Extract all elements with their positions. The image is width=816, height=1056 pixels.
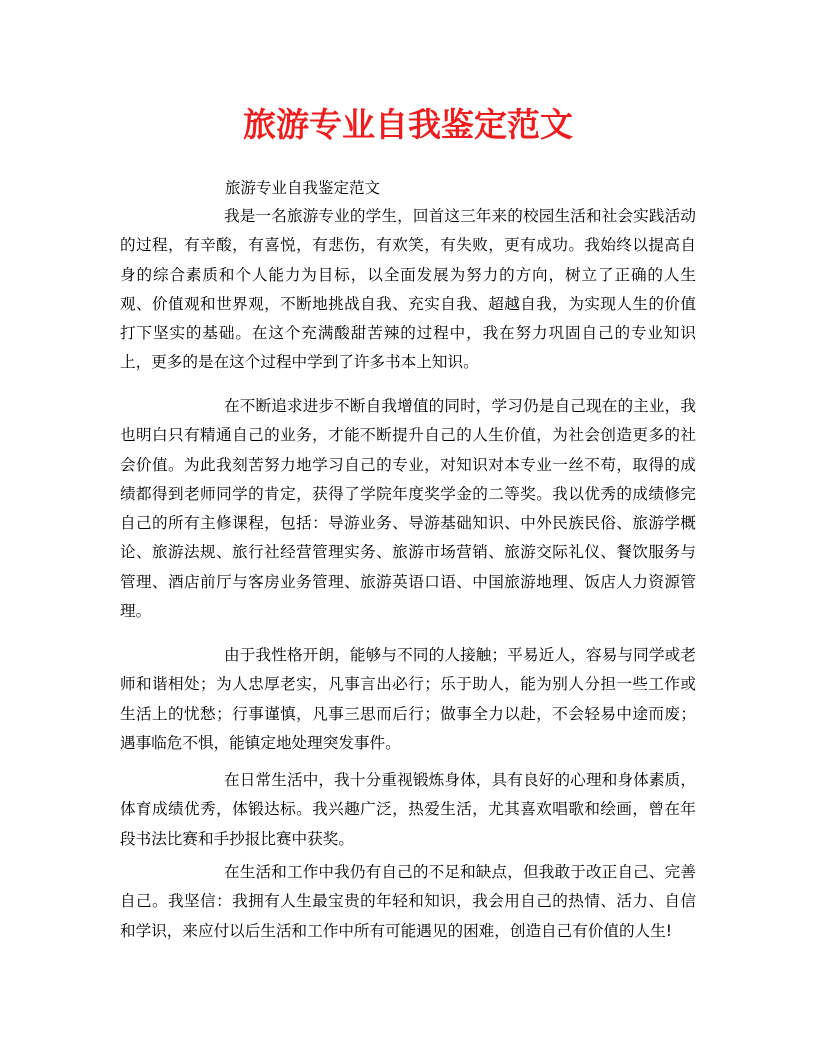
paragraph-5: 在生活和工作中我仍有自己的不足和缺点，但我敢于改正自己、完善自己。我坚信：我拥有人生最宝贵的年轻和知识，我会用自己的热情、活力、自信和学识，来应付以后生活和工作中所有可能遇见的困难，创造自己有价值的人生! — [120, 863, 696, 940]
paragraph-2: 在不断追求进步不断自我增值的同时，学习仍是自己现在的主业，我也明白只有精通自己的业务，才能不断提升自己的人生价值，为社会创造更多的社会价值。为此我刻苦努力地学习自己的专业，对知识对本专业一丝不苟，取得的成绩都得到老师同学的肯定，获得了学院年度奖学金的二等奖。我以优秀的成绩修完自己的所有主修课程，包括：导游业务、导游基础知识、中外民族民俗、旅游学概论、旅游法规、旅行社经营管理实务、旅游市场营销、旅游交际礼仪、餐饮服务与管理、酒店前厅与客房业务管理、旅游英语口语、中国旅游地理、饭店人力资源管理。 — [120, 397, 696, 621]
document-subtitle: 旅游专业自我鉴定范文 — [225, 179, 381, 197]
paragraph-3: 由于我性格开朗，能够与不同的人接触；平易近人，容易与同学或老师和谐相处；为人忠厚老实，凡事言出必行；乐于助人，能为别人分担一些工作或生活上的忧愁；行事谨慎，凡事三思而后行；做事全力以赴，不会轻易中途而废；遇事临危不惧，能镇定地处理突发事件。 — [120, 646, 696, 752]
paragraph-1: 我是一名旅游专业的学生，回首这三年来的校园生活和社会实践活动的过程，有辛酸，有喜悦，有悲伤，有欢笑，有失败，更有成功。我始终以提高自身的综合素质和个人能力为目标，以全面发展为努力的方向，树立了正确的人生观、价值观和世界观，不断地挑战自我、充实自我、超越自我，为实现人生的价值打下坚实的基础。在这个充满酸甜苦辣的过程中，我在努力巩固自己的专业知识上，更多的是在这个过程中学到了许多书本上知识。 — [120, 207, 696, 372]
document-title: 旅游专业自我鉴定范文 — [243, 105, 573, 144]
paragraph-4: 在日常生活中，我十分重视锻炼身体，具有良好的心理和身体素质，体育成绩优秀，体锻达标。我兴趣广泛，热爱生活，尤其喜欢唱歌和绘画，曾在年段书法比赛和手抄报比赛中获奖。 — [120, 771, 696, 848]
